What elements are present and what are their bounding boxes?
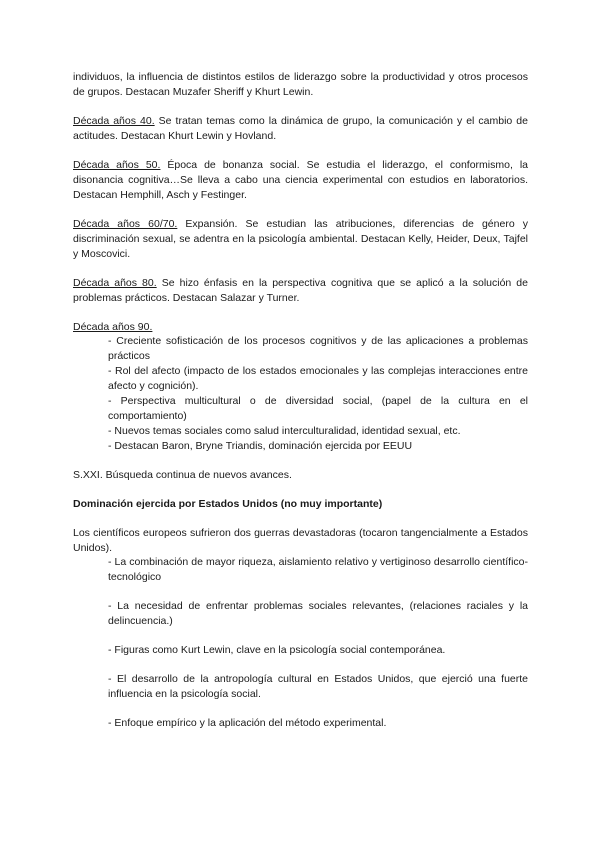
decade-80-text: Se hizo énfasis en la perspectiva cognitiva que se aplicó a la solución de problemas prácticos. Destacan Salazar y Turner. bbox=[73, 277, 528, 304]
section-list bbox=[73, 555, 528, 731]
decade-50-text: Época de bonanza social. Se estudia el liderazgo, el conformismo, la disonancia cognitiva…Se lleva a cabo una ciencia experimental con estudios en laboratorios. Destacan Hemphill, Asch y Festinger. bbox=[73, 159, 528, 201]
decade-80-paragraph bbox=[73, 276, 528, 306]
list-item: - La combinación de mayor riqueza, aislamiento relativo y vertiginoso desarrollo científico-tecnológico bbox=[108, 556, 528, 583]
decade-40-text: Se tratan temas como la dinámica de grupo, la comunicación y el cambio de actitudes. Destacan Khurt Lewin y Hovland. bbox=[73, 115, 528, 142]
list-item: - Nuevos temas sociales como salud interculturalidad, identidad sexual, etc. bbox=[108, 425, 461, 437]
list-item: - La necesidad de enfrentar problemas sociales relevantes, (relaciones raciales y la delincuencia.) bbox=[108, 600, 528, 627]
decade-90-list bbox=[73, 334, 528, 454]
decade-90-heading bbox=[73, 320, 528, 335]
list-item: - Rol del afecto (impacto de los estados emocionales y las complejas interacciones entre afecto y cognición). bbox=[108, 365, 528, 392]
sxxi-paragraph: S.XXI. Búsqueda continua de nuevos avances. bbox=[73, 469, 292, 481]
decade-50-paragraph bbox=[73, 158, 528, 203]
decade-40-label: Década años 40. bbox=[73, 115, 155, 127]
section-heading: Dominación ejercida por Estados Unidos (no muy importante) bbox=[73, 498, 383, 510]
section-intro: Los científicos europeos sufrieron dos guerras devastadoras (tocaron tangencialmente a Estados Unidos). bbox=[73, 527, 528, 554]
list-item: - El desarrollo de la antropología cultural en Estados Unidos, que ejerció una fuerte influencia en la psicología social. bbox=[108, 673, 528, 700]
decade-80-label: Década años 80. bbox=[73, 277, 157, 289]
list-item: - Creciente sofisticación de los procesos cognitivos y de las aplicaciones a problemas prácticos bbox=[108, 335, 528, 362]
decade-50-label: Década años 50. bbox=[73, 159, 161, 171]
decade-60-70-paragraph bbox=[73, 217, 528, 262]
decade-60-70-text: Expansión. Se estudian las atribuciones, diferencias de género y discriminación sexual, se adentra en la psicología ambiental. Destacan Kelly, Heider, Deux, Tajfel y Moscovici. bbox=[73, 218, 528, 260]
decade-60-70-label: Década años 60/70. bbox=[73, 218, 178, 230]
list-item: - Destacan Baron, Bryne Triandis, dominación ejercida por EEUU bbox=[108, 440, 413, 452]
intro-paragraph: individuos, la influencia de distintos estilos de liderazgo sobre la productividad y otros procesos de grupos. Destacan Muzafer Sheriff y Khurt Lewin. bbox=[73, 71, 528, 98]
list-item: - Figuras como Kurt Lewin, clave en la psicología social contemporánea. bbox=[108, 644, 446, 656]
decade-40-paragraph bbox=[73, 114, 528, 144]
decade-90-label: Década años 90. bbox=[73, 321, 153, 333]
list-item: - Enfoque empírico y la aplicación del método experimental. bbox=[108, 717, 387, 729]
page-content bbox=[73, 70, 528, 745]
list-item: - Perspectiva multicultural o de diversidad social, (papel de la cultura en el comportamiento) bbox=[108, 395, 528, 422]
